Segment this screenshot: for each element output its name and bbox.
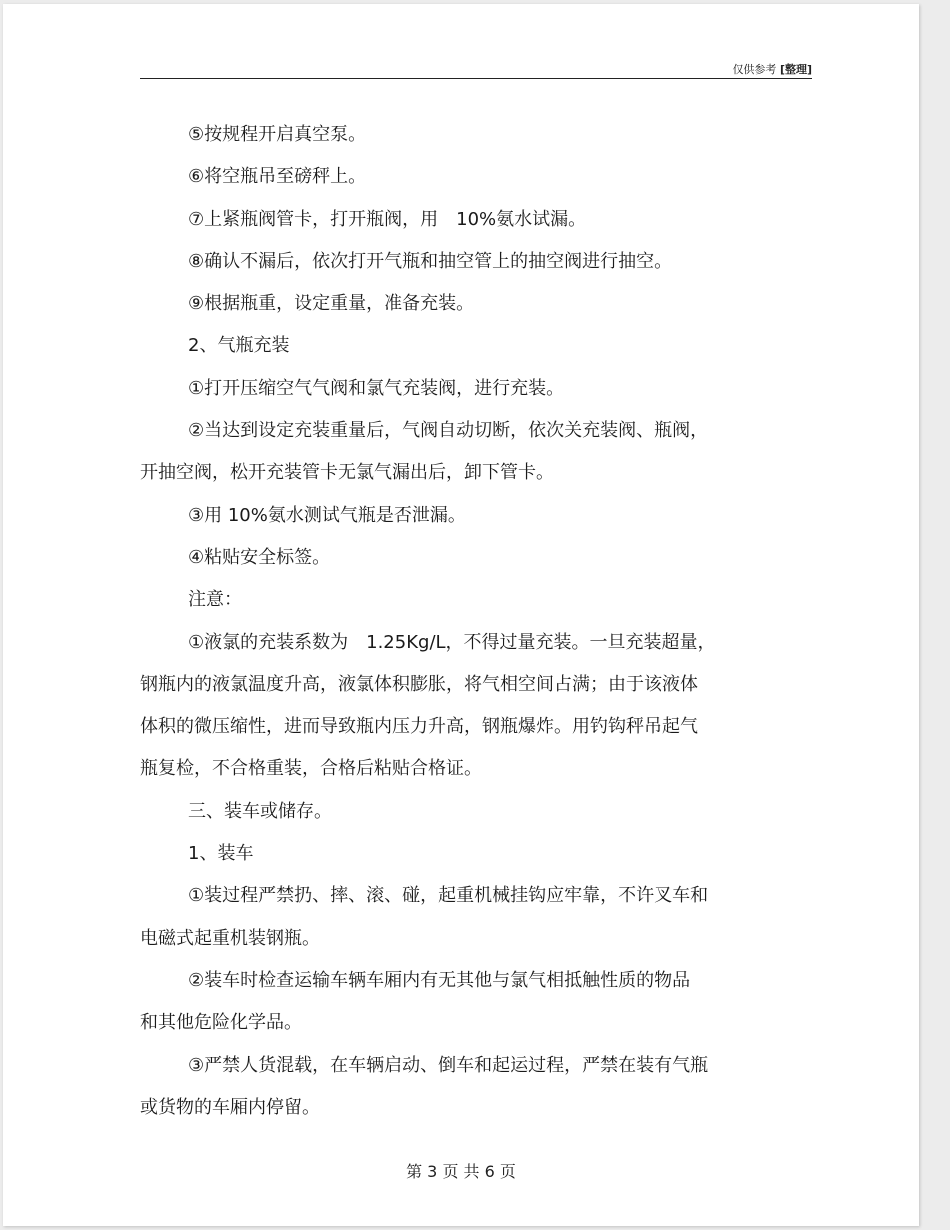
text-line: ④粘贴安全标签。 [188,546,331,568]
text-line: 注意： [188,589,242,611]
text-line: 体积的微压缩性，进而导致瓶内压力升高，钢瓶爆炸。用钓钩秤吊起气 [140,716,698,738]
text-line: 开抽空阀，松开充装管卡无氯气漏出后，卸下管卡。 [140,462,554,484]
text-line: ⑥将空瓶吊至磅秤上。 [188,166,367,188]
page-header [140,56,812,79]
text-line: ①打开压缩空气气阀和氯气充装阀，进行充装。 [188,377,565,399]
text-line: 或货物的车厢内停留。 [140,1096,320,1118]
text-line: ③用 10%氨水测试气瓶是否泄漏。 [188,504,466,526]
text-line: ①液氯的充装系数为 1.25Kg/L，不得过量充装。一旦充装超量， [188,631,716,653]
text-line: ⑧确认不漏后，依次打开气瓶和抽空管上的抽空阀进行抽空。 [188,250,673,272]
text-line: 1、装车 [188,843,254,865]
text-line: ②装车时检查运输车辆车厢内有无其他与氯气相抵触性质的物品 [188,969,691,991]
document-body [140,114,780,1129]
document-page [3,4,919,1226]
text-line: ⑤按规程开启真空泵。 [188,124,367,145]
text-line: 电磁式起重机装钢瓶。 [140,927,320,949]
text-line: 钢瓶内的液氯温度升高，液氯体积膨胀，将气相空间占满；由于该液体 [140,673,698,695]
header-label [732,61,812,77]
text-line: ⑨根据瓶重，设定重量，准备充装。 [188,293,475,315]
text-line: ③严禁人货混载，在车辆启动、倒车和起运过程，严禁在装有气瓶 [188,1054,709,1076]
text-line: 三、装车或储存。 [188,800,332,822]
text-line: 和其他危险化学品。 [140,1012,302,1034]
header-reference-text: 仅供参考 [732,63,777,76]
page-footer: 第 3 页 共 6 页 [406,1162,516,1181]
header-bracket-text: [整理] [779,63,812,76]
text-line: 瓶复检，不合格重装，合格后粘贴合格证。 [140,758,482,780]
text-line: ①装过程严禁扔、摔、滚、碰，起重机械挂钩应牢靠，不许叉车和 [188,885,709,907]
text-line: ②当达到设定充装重量后，气阀自动切断，依次关充装阀、瓶阀， [188,420,709,442]
text-line: 2、气瓶充装 [188,335,290,357]
text-line: ⑦上紧瓶阀管卡，打开瓶阀，用 10%氨水试漏。 [188,208,587,230]
